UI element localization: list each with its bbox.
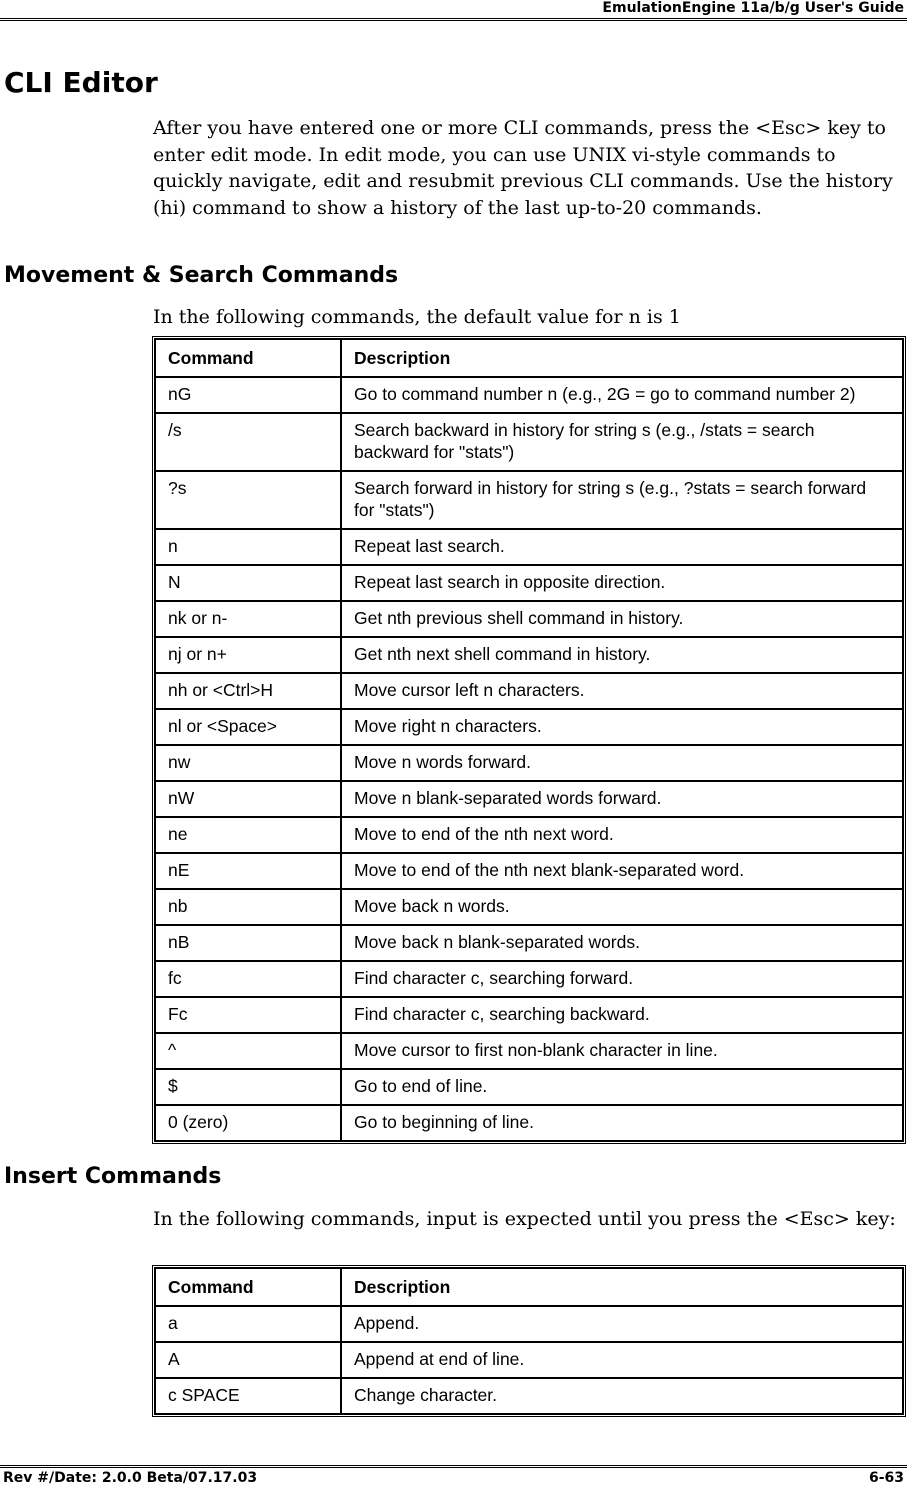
description-cell: Find character c, searching backward. bbox=[341, 997, 903, 1033]
description-cell: Move n blank-separated words forward. bbox=[341, 781, 903, 817]
command-cell: nh or <Ctrl>H bbox=[155, 673, 341, 709]
insert-intro: In the following commands, input is expected until you press the <Esc> key: bbox=[153, 1208, 896, 1230]
table-header-row bbox=[155, 339, 903, 377]
description-cell: Move to end of the nth next blank-separated word. bbox=[341, 853, 903, 889]
command-cell: ?s bbox=[155, 471, 341, 529]
footer-rule bbox=[0, 1465, 907, 1468]
running-header-title: EmulationEngine 11a/b/g User's Guide bbox=[602, 0, 904, 16]
description-cell: Search forward in history for string s (e.g., ?stats = search forward for "stats") bbox=[341, 471, 903, 529]
command-cell: a bbox=[155, 1306, 341, 1342]
description-cell: Move cursor to first non-blank character in line. bbox=[341, 1033, 903, 1069]
table-row bbox=[155, 529, 903, 565]
description-cell: Repeat last search in opposite direction. bbox=[341, 565, 903, 601]
description-cell: Move to end of the nth next word. bbox=[341, 817, 903, 853]
command-cell: N bbox=[155, 565, 341, 601]
description-cell: Repeat last search. bbox=[341, 529, 903, 565]
description-cell: Find character c, searching forward. bbox=[341, 961, 903, 997]
column-header-description: Description bbox=[341, 339, 903, 377]
description-cell: Append at end of line. bbox=[341, 1342, 903, 1378]
table-header-row bbox=[155, 1268, 903, 1306]
command-cell: nk or n- bbox=[155, 601, 341, 637]
table-row bbox=[155, 1105, 903, 1141]
table-row bbox=[155, 745, 903, 781]
table-row bbox=[155, 1306, 903, 1342]
column-header-command: Command bbox=[155, 339, 341, 377]
command-cell: nB bbox=[155, 925, 341, 961]
table-row bbox=[155, 925, 903, 961]
command-cell: nW bbox=[155, 781, 341, 817]
table-row bbox=[155, 377, 903, 413]
description-cell: Move cursor left n characters. bbox=[341, 673, 903, 709]
table-row bbox=[155, 709, 903, 745]
table-row bbox=[155, 817, 903, 853]
movement-heading: Movement & Search Commands bbox=[4, 263, 399, 288]
table-row bbox=[155, 471, 903, 529]
description-cell: Go to command number n (e.g., 2G = go to command number 2) bbox=[341, 377, 903, 413]
command-cell: ^ bbox=[155, 1033, 341, 1069]
table-row bbox=[155, 781, 903, 817]
header-rule bbox=[0, 18, 907, 21]
insert-commands-table bbox=[152, 1265, 906, 1417]
table-row bbox=[155, 565, 903, 601]
table-row bbox=[155, 889, 903, 925]
command-cell: nl or <Space> bbox=[155, 709, 341, 745]
command-cell: /s bbox=[155, 413, 341, 471]
table-row bbox=[155, 961, 903, 997]
page-number: 6-63 bbox=[868, 1470, 904, 1486]
description-cell: Move back n blank-separated words. bbox=[341, 925, 903, 961]
table-row bbox=[155, 1378, 903, 1414]
table-row bbox=[155, 997, 903, 1033]
movement-commands-table bbox=[152, 336, 906, 1144]
column-header-command: Command bbox=[155, 1268, 341, 1306]
table-row bbox=[155, 413, 903, 471]
command-cell: fc bbox=[155, 961, 341, 997]
command-cell: ne bbox=[155, 817, 341, 853]
table-row bbox=[155, 1033, 903, 1069]
description-cell: Search backward in history for string s (e.g., /stats = search backward for "stats") bbox=[341, 413, 903, 471]
section-title: CLI Editor bbox=[4, 66, 158, 99]
description-cell: Get nth next shell command in history. bbox=[341, 637, 903, 673]
command-cell: A bbox=[155, 1342, 341, 1378]
description-cell: Go to beginning of line. bbox=[341, 1105, 903, 1141]
insert-heading: Insert Commands bbox=[4, 1164, 222, 1189]
description-cell: Append. bbox=[341, 1306, 903, 1342]
table-row bbox=[155, 1342, 903, 1378]
description-cell: Change character. bbox=[341, 1378, 903, 1414]
table-row bbox=[155, 637, 903, 673]
command-cell: c SPACE bbox=[155, 1378, 341, 1414]
description-cell: Move n words forward. bbox=[341, 745, 903, 781]
command-cell: 0 (zero) bbox=[155, 1105, 341, 1141]
table-row bbox=[155, 853, 903, 889]
command-cell: Fc bbox=[155, 997, 341, 1033]
table-row bbox=[155, 601, 903, 637]
table-row bbox=[155, 1069, 903, 1105]
command-cell: $ bbox=[155, 1069, 341, 1105]
description-cell: Get nth previous shell command in history. bbox=[341, 601, 903, 637]
section-intro: After you have entered one or more CLI commands, press the <Esc> key to enter edit mode. In edit mode, you can use UNIX vi-style commands to quickly navigate, edit and resubmit previous CLI commands. Use the history (hi) command to show a history of the last up-to-20 commands. bbox=[153, 117, 893, 219]
footer-revision: Rev #/Date: 2.0.0 Beta/07.17.03 bbox=[3, 1470, 258, 1486]
description-cell: Move back n words. bbox=[341, 889, 903, 925]
description-cell: Move right n characters. bbox=[341, 709, 903, 745]
command-cell: nb bbox=[155, 889, 341, 925]
movement-intro: In the following commands, the default value for n is 1 bbox=[153, 306, 681, 328]
command-cell: nw bbox=[155, 745, 341, 781]
command-cell: nj or n+ bbox=[155, 637, 341, 673]
command-cell: nE bbox=[155, 853, 341, 889]
command-cell: n bbox=[155, 529, 341, 565]
description-cell: Go to end of line. bbox=[341, 1069, 903, 1105]
table-row bbox=[155, 673, 903, 709]
command-cell: nG bbox=[155, 377, 341, 413]
column-header-description: Description bbox=[341, 1268, 903, 1306]
